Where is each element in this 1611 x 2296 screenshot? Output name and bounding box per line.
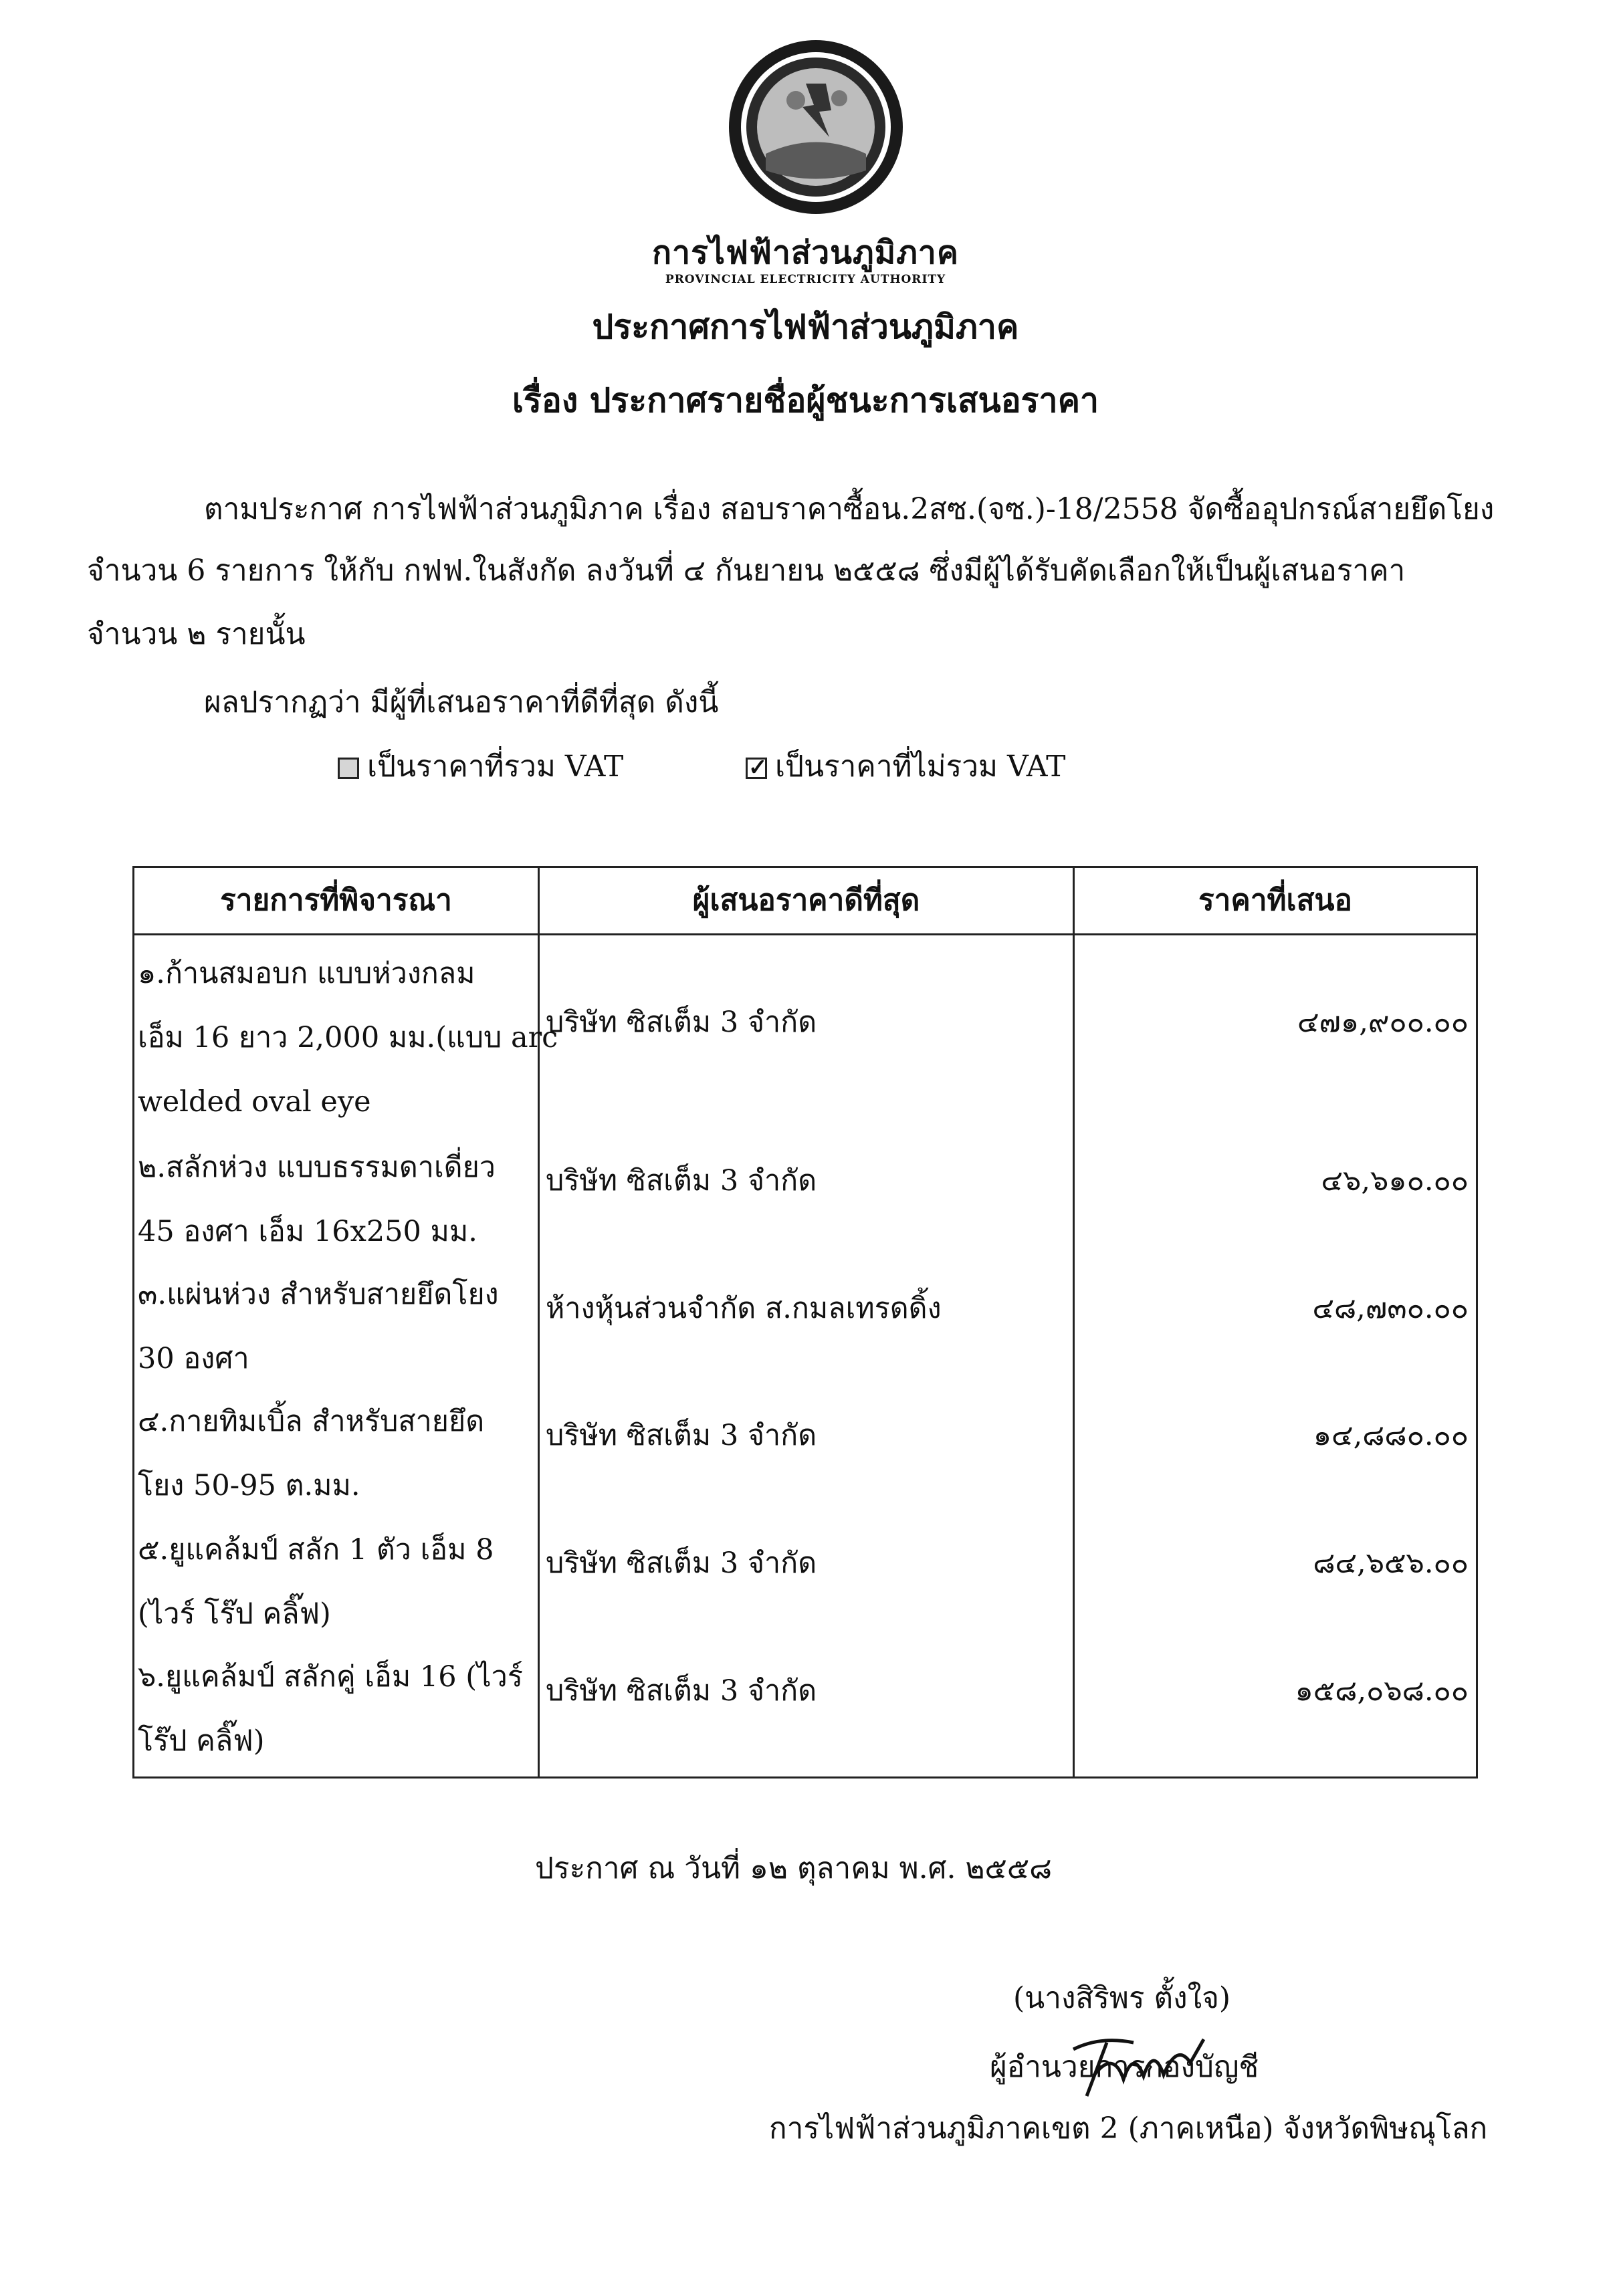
table-row-5-price: ๘๔,๖๕๖.๐๐	[1313, 1546, 1469, 1580]
table-row-3-price: ๔๘,๗๓๐.๐๐	[1312, 1292, 1469, 1325]
paragraph-line-2: จำนวน 6 รายการ ให้กับ กฟฟ.ในสังกัด ลงวันที่ ๔ กันยายน ๒๕๕๘ ซึ่งมีผู้ได้รับคัดเลือกให้เป็นผู้เสนอราคา	[87, 554, 1406, 588]
vat-included-checkbox	[338, 758, 359, 779]
vat-included-option	[338, 748, 623, 786]
table-row-6-bidder: บริษัท ซิสเต็ม 3 จำกัด	[546, 1674, 817, 1708]
table-row-4-item: ๔.กายทิมเบิ้ล สำหรับสายยึด โยง 50-95 ต.มม.	[138, 1405, 485, 1502]
table-row-2-bidder: บริษัท ซิสเต็ม 3 จำกัด	[546, 1164, 817, 1197]
header-item: รายการที่พิจารณา	[220, 883, 452, 917]
vat-excluded-checkbox	[746, 758, 767, 779]
announcement-subject: เรื่อง ประกาศรายชื่อผู้ชนะการเสนอราคา	[512, 380, 1099, 420]
signatory-position: ผู้อำนวยการกองบัญชี	[990, 2050, 1259, 2084]
table-row-1-item: ๑.ก้านสมอบก แบบห่วงกลม เอ็ม 16 ยาว 2,000 มม.(แบบ arc welded oval eye	[138, 957, 558, 1119]
table-row-3-item: ๓.แผ่นห่วง สำหรับสายยึดโยง 30 องศา	[138, 1278, 499, 1375]
table-row-1-bidder: บริษัท ซิสเต็ม 3 จำกัด	[546, 1006, 817, 1039]
org-name-english: PROVINCIAL ELECTRICITY AUTHORITY	[665, 273, 946, 286]
header-divider	[134, 933, 1476, 935]
org-name-thai: การไฟฟ้าส่วนภูมิภาค	[652, 234, 959, 271]
signatory-organization: การไฟฟ้าส่วนภูมิภาคเขต 2 (ภาคเหนือ) จังหวัดพิษณุโลก	[769, 2111, 1488, 2146]
table-row-2-price: ๔๖,๖๑๐.๐๐	[1321, 1164, 1469, 1197]
signatory-name: (นางสิริพร ตั้งใจ)	[1013, 1981, 1231, 2015]
table-row-4-bidder: บริษัท ซิสเต็ม 3 จำกัด	[546, 1419, 817, 1452]
vat-excluded-option	[746, 748, 1066, 786]
table-row-2-item: ๒.สลักห่วง แบบธรรมดาเดี่ยว 45 องศา เอ็ม 16x250 มม.	[138, 1151, 496, 1248]
announcement-title: ประกาศการไฟฟ้าส่วนภูมิภาค	[592, 307, 1019, 346]
vat-included-label: เป็นราคาที่รวม VAT	[367, 750, 624, 784]
results-table	[132, 866, 1478, 1778]
table-row-6-item: ๖.ยูแคล้มป์ สลักคู่ เอ็ม 16 (ไวร์ โร๊ป คลิ๊ฟ)	[138, 1660, 523, 1758]
table-row-1-price: ๔๗๑,๙๐๐.๐๐	[1297, 1006, 1469, 1039]
header-price: ราคาที่เสนอ	[1198, 883, 1352, 917]
table-row-6-price: ๑๕๘,๐๖๘.๐๐	[1295, 1674, 1469, 1708]
paragraph-line-3: จำนวน ๒ รายนั้น	[87, 617, 306, 651]
header-bidder: ผู้เสนอราคาดีที่สุด	[692, 883, 920, 917]
table-row-3-bidder: ห้างหุ้นส่วนจำกัด ส.กมลเทรดดิ้ง	[546, 1292, 942, 1325]
table-row-5-item: ๕.ยูแคล้มป์ สลัก 1 ตัว เอ็ม 8 (ไวร์ โร๊ป คลิ๊ฟ)	[138, 1533, 494, 1631]
vat-excluded-label: เป็นราคาที่ไม่รวม VAT	[775, 750, 1066, 784]
paragraph-line-1: ตามประกาศ การไฟฟ้าส่วนภูมิภาค เรื่อง สอบราคาซื้อน.2สซ.(จซ.)-18/2558 จัดซื้ออุปกรณ์สายยึดโยง	[204, 492, 1495, 526]
pea-emblem-icon	[726, 37, 906, 217]
result-intro: ผลปรากฏว่า มีผู้ที่เสนอราคาที่ดีที่สุด ดังนี้	[204, 685, 719, 719]
table-row-4-price: ๑๔,๘๘๐.๐๐	[1313, 1419, 1469, 1452]
table-row-5-bidder: บริษัท ซิสเต็ม 3 จำกัด	[546, 1546, 817, 1580]
announcement-date: ประกาศ ณ วันที่ ๑๒ ตุลาคม พ.ศ. ๒๕๕๘	[535, 1851, 1053, 1885]
